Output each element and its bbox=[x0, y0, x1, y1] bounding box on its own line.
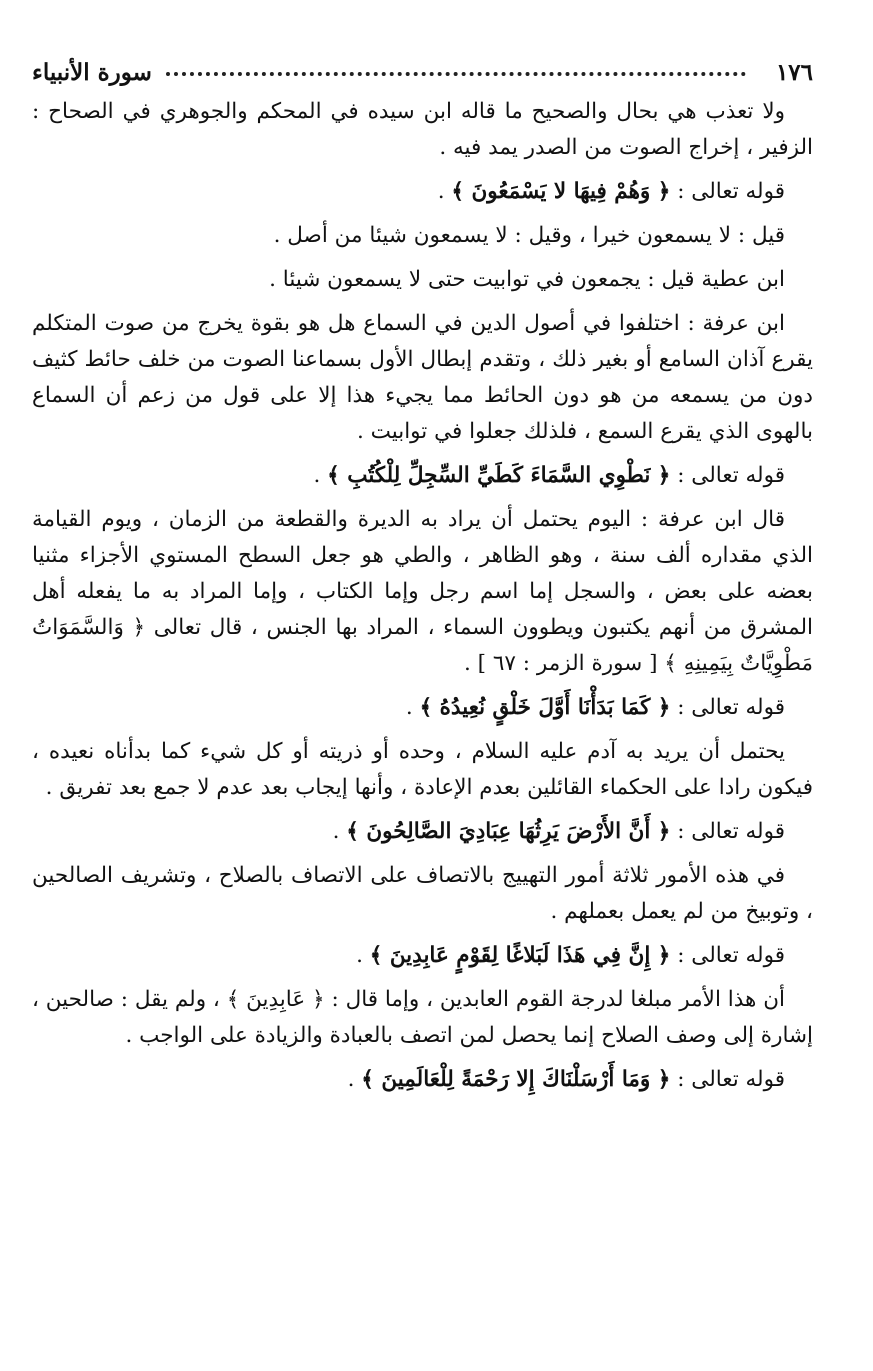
text-line: حائط كثيف دون من يسمعه من هو دون الحائط مما يجيء هذا إلا على قول من زعم bbox=[32, 347, 813, 408]
quran-verse: ﴿ وَهُمْ فِيهَا لا يَسْمَعُونَ ﴾ bbox=[451, 179, 671, 204]
verse-citation bbox=[32, 458, 813, 494]
verse-suffix: . bbox=[405, 695, 420, 720]
text-line: تفريق . bbox=[45, 775, 112, 800]
quran-verse: ﴿ أَنَّ الأَرْضَ يَرِثُهَا عِبَادِيَ الصَّالِحُونَ ﴾ bbox=[346, 819, 671, 844]
verse-citation bbox=[32, 690, 813, 726]
text-line: ابن عطية قيل : يجمعون في توابيت حتى لا يسمعون شيئا . bbox=[269, 267, 785, 292]
verse-suffix: . bbox=[347, 1067, 362, 1092]
text-line: المشرق من أنهم يكتبون ويطوون السماء ، المراد بها الجنس ، قال تعالى ﴿ وَالسَّمَوَاتُ bbox=[32, 615, 813, 640]
quran-verse: ﴿ وَمَا أَرْسَلْنَاكَ إِلا رَحْمَةً لِلْعَالَمِينَ ﴾ bbox=[361, 1067, 671, 1092]
quran-verse: ﴿ كَمَا بَدَأْنَا أَوَّلَ خَلْقٍ نُعِيدُهُ ﴾ bbox=[419, 695, 671, 720]
commentary-paragraph bbox=[32, 982, 813, 1054]
verse-intro: قوله تعالى : bbox=[677, 1067, 785, 1092]
verse-citation bbox=[32, 938, 813, 974]
verse-intro: قوله تعالى : bbox=[677, 695, 785, 720]
text-line: الزفير ، إخراج الصوت من الصدر يمد فيه . bbox=[439, 135, 813, 160]
quran-verse: ﴿ إِنَّ فِي هَذَا لَبَلاغًا لِقَوْمٍ عَابِدِينَ ﴾ bbox=[369, 943, 671, 968]
verse-suffix: . bbox=[332, 819, 347, 844]
page-body bbox=[32, 94, 813, 1098]
verse-intro: قوله تعالى : bbox=[677, 943, 785, 968]
text-line: بعضه على بعض ، والسجل إما اسم رجل وإما الكتاب ، وإما المراد به ما يفعله أهل bbox=[32, 579, 813, 604]
verse-intro: قوله تعالى : bbox=[677, 463, 785, 488]
text-line: أن السماع بالهوى الذي يقرع السمع ، فلذلك جعلوا في توابيت . bbox=[32, 383, 813, 444]
commentary-paragraph bbox=[32, 858, 813, 930]
text-line: صالحين ، إشارة إلى وصف الصلاح إنما يحصل لمن اتصف بالعبادة والزيادة على bbox=[32, 987, 813, 1048]
verse-suffix: . bbox=[437, 179, 452, 204]
header-dotted-rule bbox=[166, 72, 746, 76]
commentary-paragraph bbox=[32, 306, 813, 450]
commentary-paragraph bbox=[32, 734, 813, 806]
verse-intro: قوله تعالى : bbox=[677, 819, 785, 844]
commentary-paragraph bbox=[32, 94, 813, 166]
page-number: ١٧٦ bbox=[775, 59, 813, 86]
quran-verse: ﴿ نَطْوِي السَّمَاءَ كَطَيِّ السِّجِلِّ لِلْكُتُبِ ﴾ bbox=[327, 463, 671, 488]
text-line: مَطْوِيَّاتٌ بِيَمِينِهِ ﴾ [ سورة الزمر : ٦٧ ] . bbox=[463, 651, 813, 676]
commentary-paragraph bbox=[32, 262, 813, 298]
commentary-paragraph bbox=[32, 218, 813, 254]
text-line: يحتمل أن يريد به آدم عليه السلام ، وحده أو ذريته أو كل شيء كما بدأناه نعيده ، bbox=[32, 739, 785, 764]
verse-citation bbox=[32, 814, 813, 850]
text-line: في هذه الأمور ثلاثة أمور التهييج بالاتصاف على الاتصاف بالصلاح ، وتشريف bbox=[120, 863, 785, 888]
verse-suffix: . bbox=[356, 943, 370, 968]
text-line: الذي مقداره ألف سنة ، وهو الظاهر ، والطي هو جعل السطح المستوي الأجزاء مثنيا bbox=[32, 543, 813, 568]
verse-suffix: . bbox=[313, 463, 328, 488]
commentary-paragraph bbox=[32, 502, 813, 682]
text-line: الصالحين ، وتوبيخ من لم يعمل بعملهم . bbox=[32, 863, 813, 924]
text-line: أن هذا الأمر مبلغا لدرجة القوم العابدين ، وإما قال : ﴿ عَابِدِينَ ﴾ ، ولم يقل : bbox=[120, 987, 785, 1012]
text-line: الواجب . bbox=[125, 1023, 204, 1048]
text-line: ولا تعذب هي بحال والصحيح ما قاله ابن سيده في المحكم والجوهري في الصحاح : bbox=[32, 99, 785, 124]
verse-intro: قوله تعالى : bbox=[677, 179, 785, 204]
verse-citation bbox=[32, 1062, 813, 1098]
text-line: ابن عرفة : اختلفوا في أصول الدين في السماع هل هو بقوة يخرج من صوت bbox=[104, 311, 785, 336]
page-header bbox=[32, 50, 813, 86]
verse-citation bbox=[32, 174, 813, 210]
surah-title: سورة الأنبياء bbox=[32, 59, 152, 86]
text-line: المتكلم يقرع آذان السامع أو بغير ذلك ، وتقدم إبطال الأول بسماعنا الصوت من خلف bbox=[32, 311, 813, 372]
text-line: فيكون رادا على الحكماء القائلين بعدم الإعادة ، وأنها إيجاب بعد عدم لا جمع بعد bbox=[118, 775, 813, 800]
text-line: قال ابن عرفة : اليوم يحتمل أن يراد به الديرة والقطعة من الزمان ، ويوم القيامة bbox=[32, 507, 785, 532]
text-line: قيل : لا يسمعون خيرا ، وقيل : لا يسمعون شيئا من أصل . bbox=[273, 223, 785, 248]
